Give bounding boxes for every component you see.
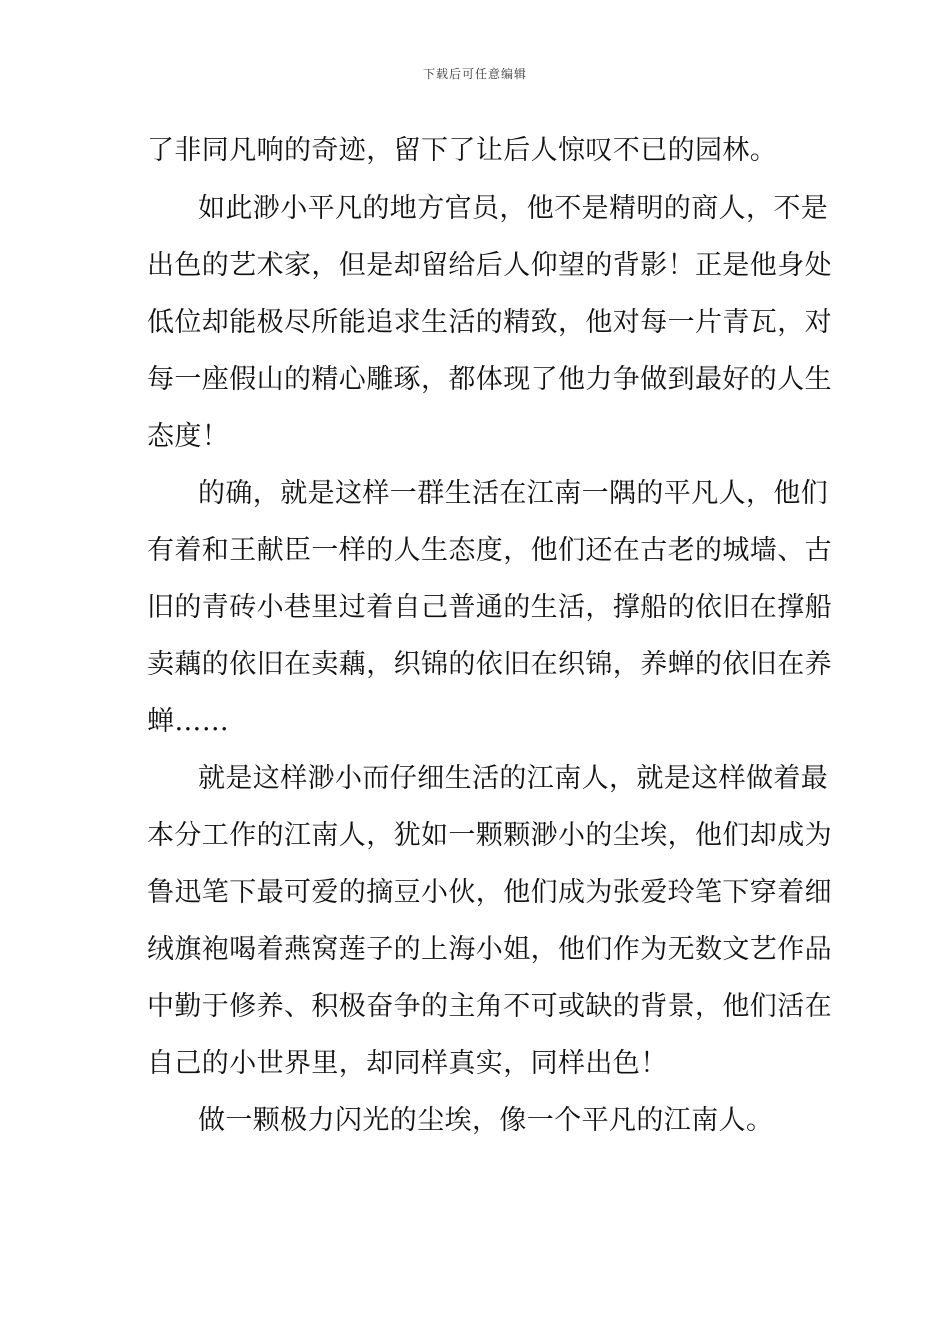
text-line: 旧的青砖小巷里过着自己普通的生活，撑船的依旧在撑船 [147,592,832,623]
text-line: 了非同凡响的奇迹，留下了让后人惊叹不已的园林。 [147,135,778,166]
text-line: 低位却能极尽所能追求生活的精致，他对每一片青瓦，对 [147,307,832,338]
text-line: 中勤于修养、积极奋争的主角不可或缺的背景，他们活在 [147,991,832,1022]
paragraph-first-line: 就是这样渺小而仔细生活的江南人，就是这样做着最 [198,763,829,794]
text-line: 出色的艺术家，但是却留给后人仰望的背影！正是他身处 [147,250,832,281]
text-line: 态度！ [147,421,230,452]
text-line: 每一座假山的精心雕琢，都体现了他力争做到最好的人生 [147,364,832,395]
paragraph-first-line: 做一颗极力闪光的尘埃，像一个平凡的江南人。 [198,1105,774,1136]
text-line: 有着和王献臣一样的人生态度，他们还在古老的城墙、古 [147,535,832,566]
text-line: 蝉…… [147,706,230,737]
text-line: 卖藕的依旧在卖藕，织锦的依旧在织锦，养蝉的依旧在养 [147,649,832,680]
text-line: 自己的小世界里，却同样真实，同样出色！ [147,1048,668,1079]
page-header: 下载后可任意编辑 [422,67,527,81]
text-line: 本分工作的江南人，犹如一颗颗渺小的尘埃，他们却成为 [147,820,832,851]
paragraph-first-line: 如此渺小平凡的地方官员，他不是精明的商人，不是 [198,193,829,224]
text-line: 绒旗袍喝着燕窝莲子的上海小姐，他们作为无数文艺作品 [147,934,832,965]
paragraph-first-line: 的确，就是这样一群生活在江南一隅的平凡人，他们 [198,478,829,509]
text-line: 鲁迅笔下最可爱的摘豆小伙，他们成为张爱玲笔下穿着细 [147,877,832,908]
